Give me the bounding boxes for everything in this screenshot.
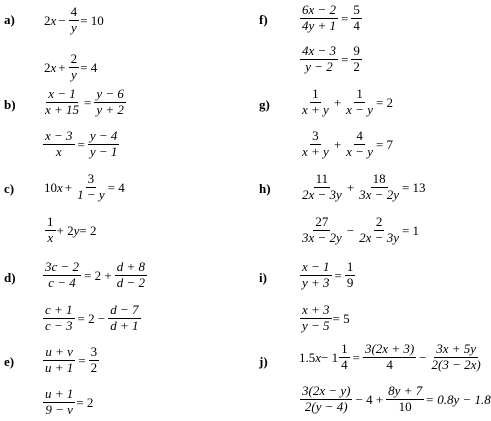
- fraction: $\frac{x - 3}{x}$: [45, 128, 73, 159]
- equation-b-2: $\frac{x - 3}{x}$ = $\frac{y - 4}{y - 1}$: [45, 128, 118, 159]
- fraction: $\frac{4x - 3}{y - 2}$: [302, 43, 337, 74]
- fraction: $\frac{d - 7}{d + 1}$: [110, 302, 139, 333]
- fraction: $\frac{3}{x + y}$: [302, 128, 329, 159]
- fraction: $\frac{2}{2x - 3y}$: [359, 214, 399, 245]
- equation-h-1: $\frac{11}{2x - 3y}$ + $\frac{18}{3x - 2y}$ = 13: [302, 171, 426, 202]
- equation-g-1: $\frac{1}{x + y}$ + $\frac{1}{x - y}$ = 2: [302, 86, 394, 117]
- problem-label-c: c): [4, 181, 15, 196]
- fraction: $\frac{3}{2}$: [90, 344, 98, 375]
- equation-c-2: $\frac{1}{x}$ + 2 y = 2: [47, 214, 97, 245]
- problem-label-e: e): [4, 354, 15, 369]
- equation-a-1: 2 x − $\frac{4}{y}$ = 10: [44, 4, 104, 35]
- problem-label-a: a): [4, 12, 15, 27]
- problem-label-f: f): [259, 12, 268, 27]
- fraction: $\frac{1}{x + y}$: [302, 86, 329, 117]
- fraction: $\frac{1}{4}$: [341, 341, 348, 372]
- fraction: $\frac{3(2x + 3)}{4}$: [364, 341, 415, 372]
- fraction: $\frac{x - 1}{y + 3}$: [302, 259, 330, 290]
- equation-c-1: 10 x + $\frac{3}{1 - y}$ = 4: [44, 171, 125, 202]
- fraction: $\frac{y - 4}{y - 1}$: [89, 128, 118, 159]
- fraction: $\frac{1}{x}$: [47, 214, 54, 245]
- problem-label-i: i): [259, 270, 267, 285]
- problem-label-g: g): [259, 97, 270, 112]
- fraction: $\frac{18}{3x - 2y}$: [359, 171, 399, 202]
- equation-g-2: $\frac{3}{x + y}$ + $\frac{4}{x - y}$ = 7: [302, 128, 394, 159]
- equation-f-1: $\frac{6x - 2}{4y + 1}$ = $\frac{5}{4}$: [302, 2, 360, 33]
- fraction: $\frac{3}{1 - y}$: [77, 171, 105, 202]
- fraction: $\frac{2}{y}$: [70, 51, 78, 82]
- fraction: $\frac{u + v}{u + 1}$: [45, 344, 74, 375]
- equation-d-1: $\frac{3c - 2}{c - 4}$ = 2 + $\frac{d + 8}{d - 2}$: [45, 259, 145, 290]
- equation-i-1: $\frac{x - 1}{y + 3}$ = $\frac{1}{9}$: [302, 259, 354, 290]
- fraction: $\frac{5}{4}$: [353, 2, 360, 33]
- equation-d-2: $\frac{c + 1}{c - 3}$ = 2 − $\frac{d - 7}{d + 1}$: [45, 302, 139, 333]
- problem-label-h: h): [259, 181, 271, 196]
- fraction: $\frac{8y + 7}{10}$: [388, 383, 423, 414]
- equation-j-1: 1.5 x − 1 $\frac{1}{4}$ = $\frac{3(2x + 3)}{4}$ − $\frac{3x + 5y}{2(3 - 2x)}$: [299, 341, 481, 372]
- problem-label-d: d): [4, 270, 16, 285]
- fraction: $\frac{4}{y}$: [70, 4, 78, 35]
- equation-e-1: $\frac{u + v}{u + 1}$ = $\frac{3}{2}$: [45, 344, 98, 375]
- equation-f-2: $\frac{4x - 3}{y - 2}$ = $\frac{9}{2}$: [302, 43, 360, 74]
- fraction: $\frac{27}{3x - 2y}$: [302, 214, 342, 245]
- fraction: $\frac{1}{9}$: [346, 259, 354, 290]
- fraction: $\frac{4}{x - y}$: [346, 128, 373, 159]
- fraction: $\frac{3(2x - y)}{2(y - 4)}$: [302, 383, 351, 414]
- equation-a-2: 2 x + $\frac{2}{y}$ = 4: [44, 51, 98, 82]
- equation-i-2: $\frac{x + 3}{y - 5}$ = 5: [302, 302, 350, 333]
- fraction: $\frac{9}{2}$: [353, 43, 360, 74]
- fraction: $\frac{u + 1}{9 - v}$: [45, 386, 74, 417]
- equation-j-2: $\frac{3(2x - y)}{2(y - 4)}$ − 4 + $\frac{8y + 7}{10}$ = 0.8y − 1.8: [302, 383, 491, 414]
- fraction: $\frac{3c - 2}{c - 4}$: [45, 259, 80, 290]
- fraction: $\frac{11}{2x - 3y}$: [302, 171, 342, 202]
- fraction: $\frac{6x - 2}{4y + 1}$: [302, 2, 337, 33]
- fraction: $\frac{y - 6}{y + 2}$: [96, 86, 124, 117]
- problem-label-j: j): [259, 354, 268, 369]
- fraction: $\frac{3x + 5y}{2(3 - 2x)}$: [431, 341, 481, 372]
- problem-label-b: b): [4, 97, 16, 112]
- fraction: $\frac{1}{x - y}$: [346, 86, 373, 117]
- fraction: $\frac{x - 1}{x + 15}$: [45, 86, 80, 117]
- fraction: $\frac{d + 8}{d - 2}$: [116, 259, 145, 290]
- equation-e-2: $\frac{u + 1}{9 - v}$ = 2: [45, 386, 94, 417]
- fraction: $\frac{c + 1}{c - 3}$: [45, 302, 73, 333]
- equation-b-1: $\frac{x - 1}{x + 15}$ = $\frac{y - 6}{y + 2}$: [45, 86, 124, 117]
- fraction: $\frac{x + 3}{y - 5}$: [302, 302, 330, 333]
- equation-h-2: $\frac{27}{3x - 2y}$ − $\frac{2}{2x - 3y}$ = 1: [302, 214, 420, 245]
